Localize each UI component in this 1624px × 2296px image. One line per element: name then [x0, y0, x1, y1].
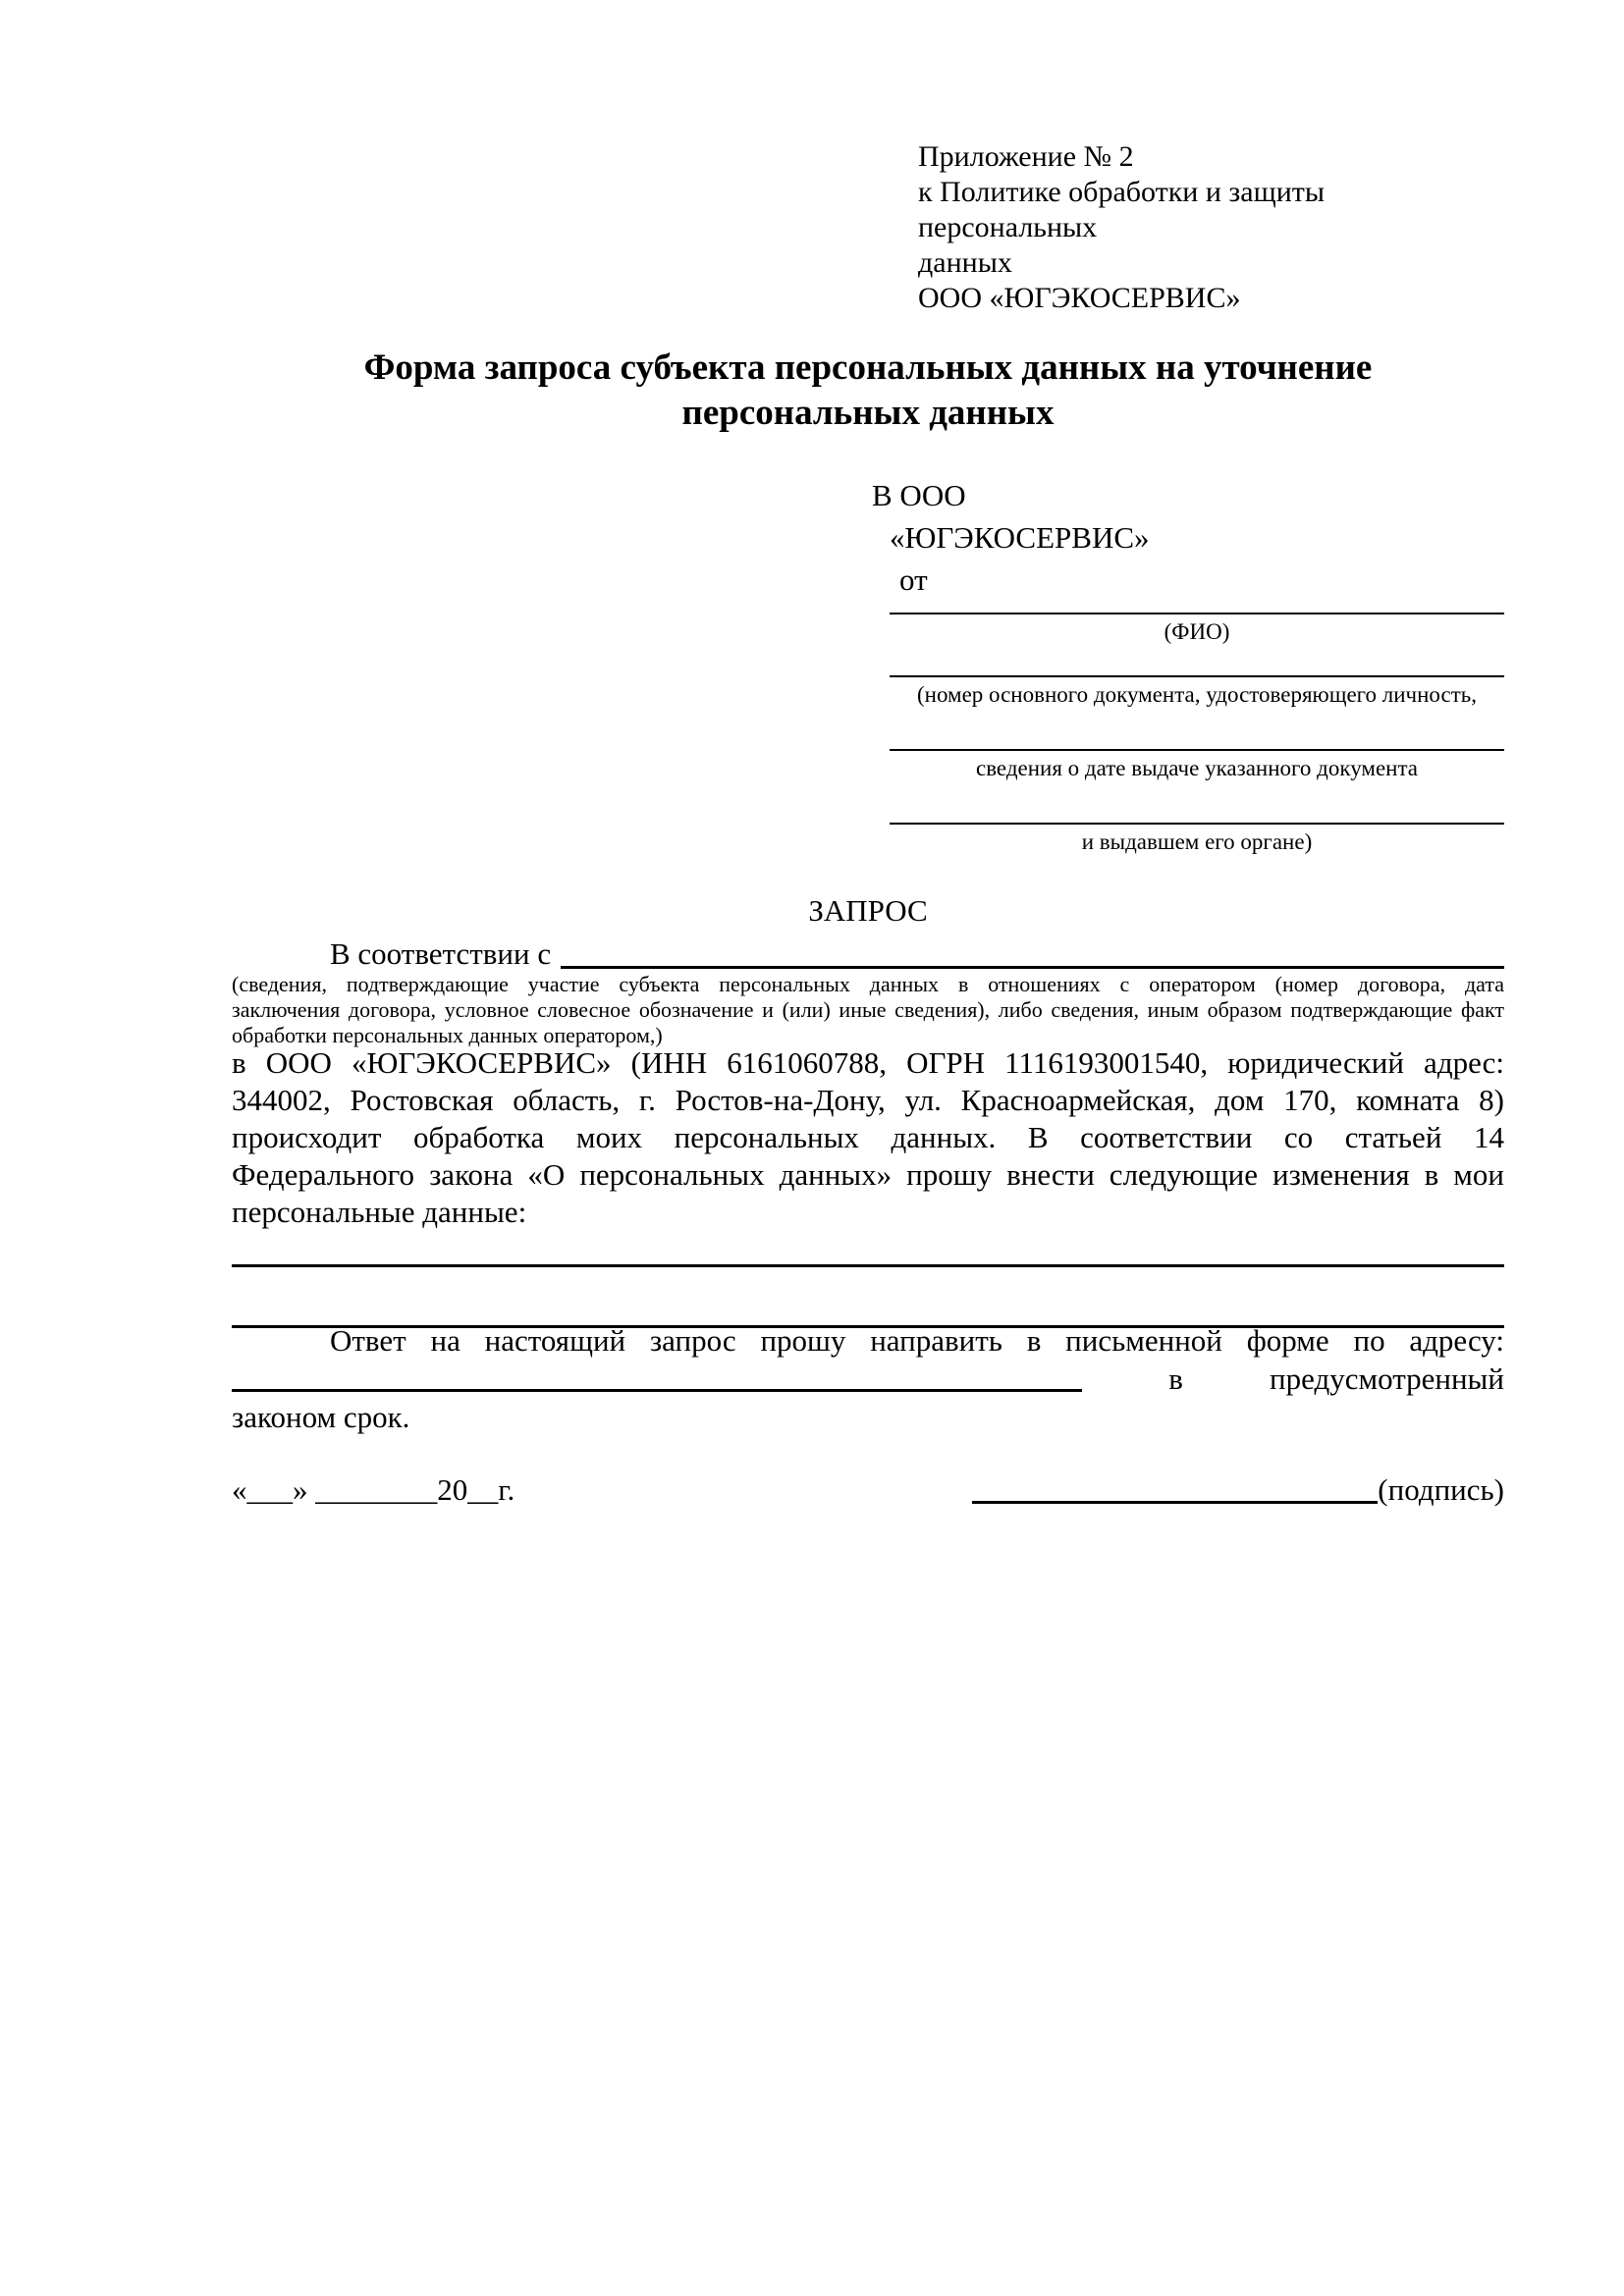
addressee-company: «ЮГЭКОСЕРВИС» — [890, 520, 1150, 555]
request-intro-blank-line — [561, 966, 1504, 969]
company-name: ООО «ЮГЭКОСЕРВИС» — [918, 282, 1241, 314]
addressee-from: от — [899, 562, 928, 597]
issue-date-caption: сведения о дате выдаче указанного документа — [975, 756, 1419, 780]
signature-blank-line — [972, 1501, 1378, 1504]
issuing-authority-blank-line — [890, 823, 1504, 825]
address-blank-line — [232, 1389, 1082, 1392]
changes-blank-line-1 — [232, 1264, 1504, 1267]
issuing-authority-caption: и выдавшем его органе) — [1081, 829, 1313, 854]
answer-line3: законом срок. — [232, 1400, 410, 1434]
signature-caption: (подпись) — [1378, 1472, 1504, 1507]
addressee-to: В ООО — [872, 478, 966, 512]
answer-address-row — [232, 1360, 1504, 1398]
issue-date-blank-line — [890, 749, 1504, 751]
request-heading: ЗАПРОС — [808, 893, 928, 928]
appendix-header — [918, 139, 1507, 316]
body-line3: происходит обработка моих персональных данных. В соответствии со статьей 14 — [232, 1120, 1504, 1154]
explanatory-note-line2: заключения договора, условное словесное обозначение и (или) иные сведения), либо сведения, иным образом подтверждающие факт — [232, 997, 1504, 1022]
fio-blank-line — [890, 613, 1504, 614]
explanatory-note-line1: (сведения, подтверждающие участие субъекта персональных данных в отношениях с оператором (номер договора, дата — [232, 972, 1504, 996]
explanatory-note-line3: обработки персональных данных оператором,) — [232, 1023, 663, 1047]
appendix-policy-ref-cont: данных — [918, 246, 1012, 279]
document-number-blank-line — [890, 675, 1504, 677]
explanatory-note — [232, 972, 1504, 1048]
answer-word2: предусмотренный — [1270, 1362, 1504, 1396]
body-line2: 344002, Ростовская область, г. Ростов-на-Дону, ул. Красноармейская, дом 170, комната 8) — [232, 1083, 1504, 1117]
body-line5: персональные данные: — [232, 1195, 527, 1229]
signature-group — [972, 1470, 1504, 1510]
body-paragraph — [232, 1044, 1504, 1231]
document-number-caption: (номер основного документа, удостоверяющего личность, — [916, 682, 1477, 707]
answer-paragraph — [232, 1321, 1504, 1436]
appendix-number: Приложение № 2 — [918, 140, 1134, 173]
date-signature-row — [232, 1470, 1504, 1510]
page-title-line1: Форма запроса субъекта персональных данных на уточнение — [363, 347, 1373, 388]
request-intro-text: В соответствии с — [330, 936, 552, 971]
appendix-policy-ref: к Политике обработки и защиты персональных — [918, 176, 1326, 243]
fio-caption: (ФИО) — [1164, 619, 1230, 644]
page-title — [232, 346, 1504, 436]
body-line1: в ООО «ЮГЭКОСЕРВИС» (ИНН 6161060788, ОГРН 1116193001540, юридический адрес: — [232, 1045, 1504, 1080]
body-line4: Федерального закона «О персональных данных» прошу внести следующие изменения в мои — [232, 1157, 1504, 1192]
page-title-line2: персональных данных — [681, 393, 1055, 433]
answer-word1: в — [1168, 1362, 1183, 1396]
date-blank: «___» ________20__г. — [232, 1472, 515, 1507]
addressee-block — [872, 474, 1150, 601]
request-intro-row — [232, 934, 1504, 974]
answer-line1: Ответ на настоящий запрос прошу направить в письменной форме по адресу: — [330, 1323, 1504, 1358]
